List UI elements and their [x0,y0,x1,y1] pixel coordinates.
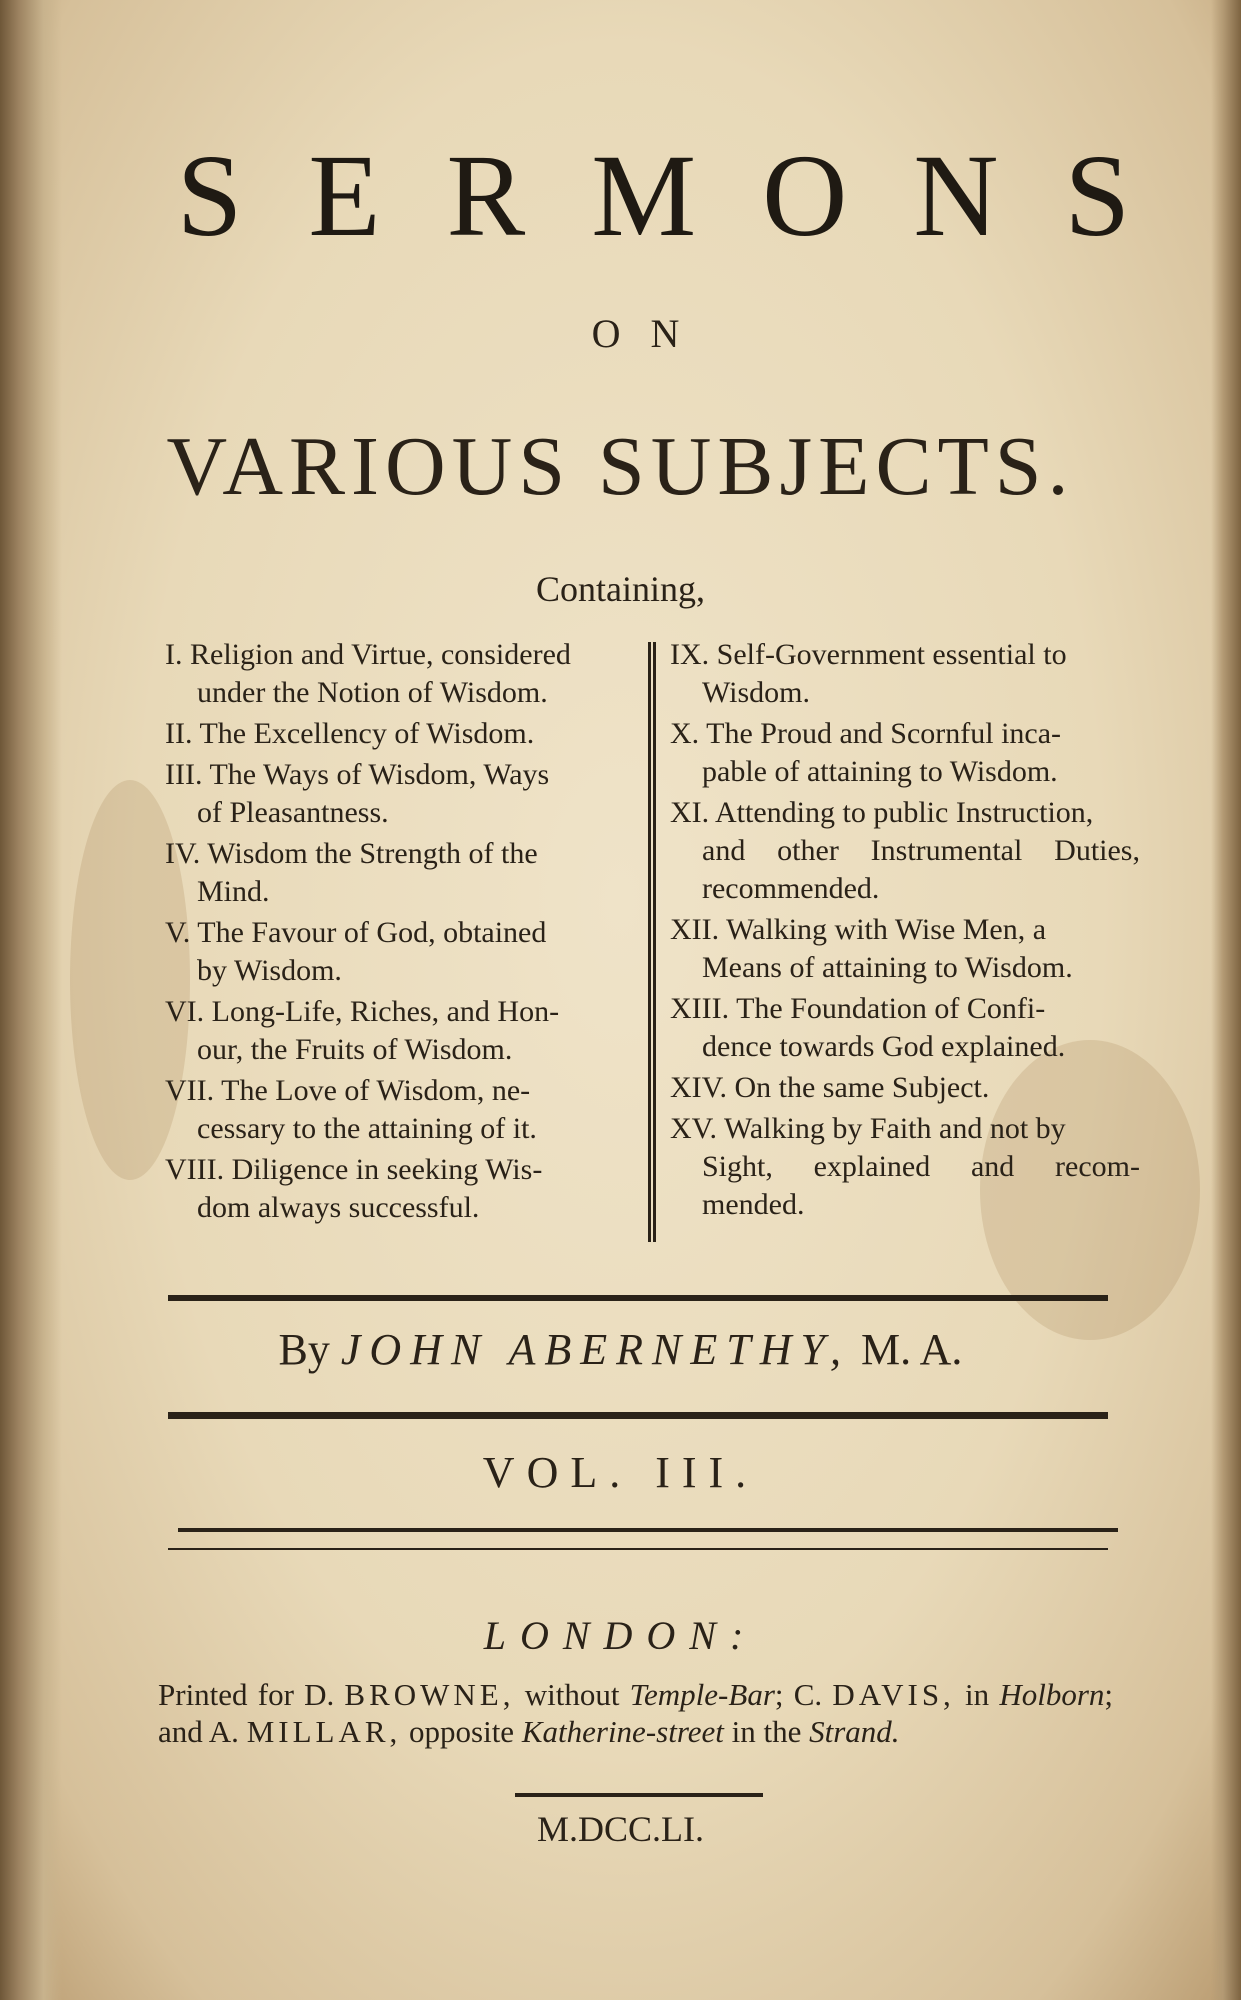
contents-item: II. The Excellency of Wisdom. [165,717,535,750]
book-title: SERMONS [176,130,1197,261]
contents-item: XI. Attending to public Instruction, and other Instrumental Duties, recommended. [670,796,1140,905]
contents-item: VIII. Diligence in seeking Wis- dom always successful. [165,1153,543,1224]
contents-item: XIII. The Foundation of Confi- dence towards God explained. [670,992,1066,1063]
title-connector: ON [591,311,710,356]
contents-item: XIV. On the same Subject. [670,1071,990,1104]
page-edge [1211,0,1241,2000]
contents-item: X. The Proud and Scornful inca- pable of attaining to Wisdom. [670,717,1062,788]
contents-column-left [165,636,635,1230]
contents-item: XII. Walking with Wise Men, a Means of attaining to Wisdom. [670,913,1073,984]
imprint-city: LONDON: [483,1613,758,1658]
short-rule [515,1793,763,1797]
contents-item: V. The Favour of God, obtained by Wisdom. [165,916,547,987]
contents-heading: Containing, [536,569,705,609]
imprint-text: Printed for D. BROWNE, without Temple-Bar; C. DAVIS, in Holborn; and A. MILLAR, opposite Katherine-street in the Strand. [158,1677,1114,1749]
double-rule-top [178,1528,1118,1532]
publication-date: M.DCC.LI. [536,1809,704,1849]
author-name: JOHN ABERNETHY, [340,1325,850,1374]
contents-item: VII. The Love of Wisdom, ne- cessary to the attaining of it. [165,1074,537,1145]
thick-rule [168,1295,1108,1301]
thick-rule [168,1412,1108,1419]
contents-item: VI. Long-Life, Riches, and Hon- our, the Fruits of Wisdom. [165,995,560,1066]
double-rule-bottom [168,1548,1108,1550]
book-subtitle: VARIOUS SUBJECTS. [166,420,1075,513]
volume-number: VOL. III. [482,1448,759,1497]
contents-item: XV. Walking by Faith and not by Sight, explained and recom- mended. [670,1112,1140,1221]
contents-item: IV. Wisdom the Strength of the Mind. [165,837,538,908]
contents-column-right [670,636,1140,1227]
contents-item: III. The Ways of Wisdom, Ways of Pleasantness. [165,758,550,829]
contents-item: IX. Self-Government essential to Wisdom. [670,638,1067,709]
table-of-contents [165,636,1140,1246]
author-line: By JOHN ABERNETHY, M. A. [278,1325,963,1374]
column-divider [648,642,656,1242]
book-gutter [0,0,62,2000]
contents-item: I. Religion and Virtue, considered under the Notion of Wisdom. [165,638,571,709]
